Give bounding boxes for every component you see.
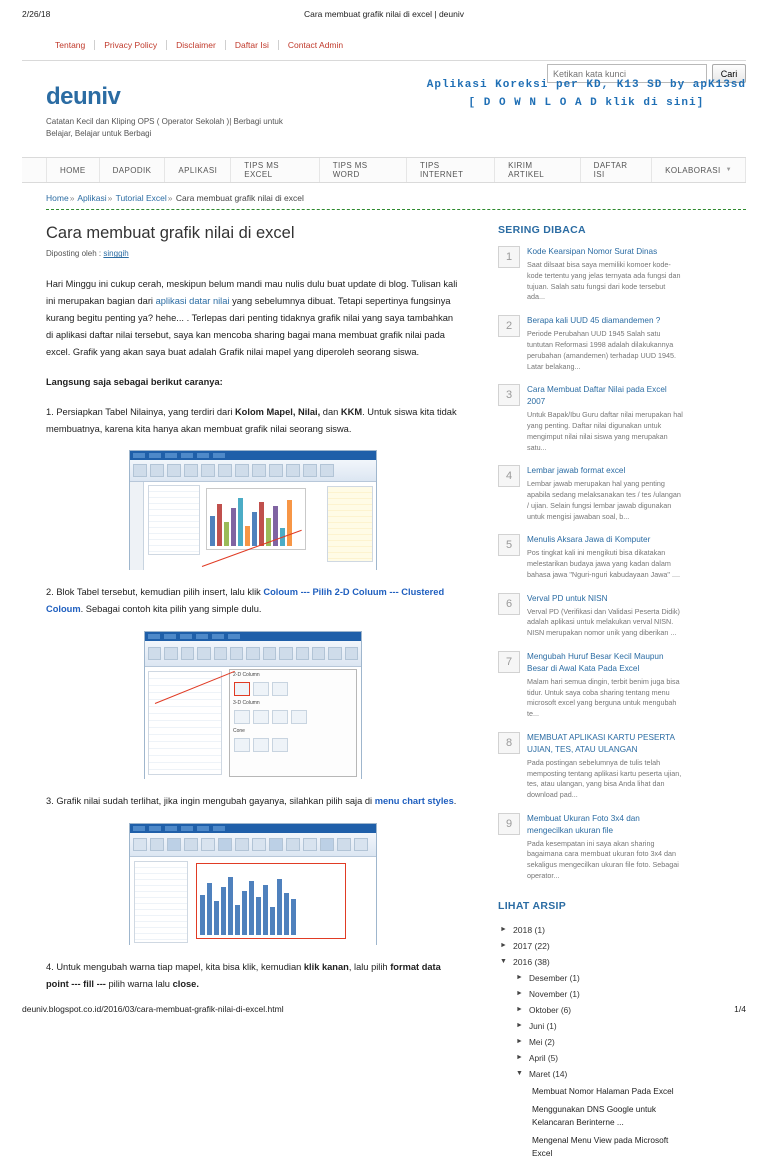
rank-badge: 3 xyxy=(498,384,520,406)
step1-bold-1: Kolom Mapel, Nilai, xyxy=(234,406,321,417)
list-item[interactable] xyxy=(498,732,684,801)
excel-data-table-2 xyxy=(148,671,222,775)
archive-label: Menggunakan DNS Google untuk Kelancaran Berinterne ... xyxy=(532,1104,657,1127)
archive-label: Membuat Nomor Halaman Pada Excel xyxy=(532,1085,674,1096)
popular-post-title[interactable]: Verval PD untuk NISN xyxy=(527,593,608,603)
excel-worksheet-2 xyxy=(145,667,361,779)
paragraph-intro xyxy=(46,276,460,361)
rank-badge: 1 xyxy=(498,246,520,268)
step4-text-d: pilih warna lalu xyxy=(105,979,173,990)
archive-label: Mengenal Menu View pada Microsoft Excel xyxy=(532,1135,669,1158)
archive-post-link[interactable] xyxy=(498,1131,684,1162)
nav-item-home[interactable] xyxy=(46,158,100,182)
excel-worksheet xyxy=(130,482,376,570)
toplink-daftar-isi[interactable]: Daftar Isi xyxy=(226,40,279,50)
excel-ribbon xyxy=(130,460,376,482)
nav-label: TIPS MS EXCEL xyxy=(244,161,280,180)
archive-post-link[interactable] xyxy=(498,1100,684,1131)
nav-item-tips-internet[interactable] xyxy=(407,158,495,182)
step-3 xyxy=(46,793,460,810)
breadcrumb-aplikasi[interactable]: Aplikasi xyxy=(77,193,107,204)
chevron-right-icon[interactable]: ► xyxy=(516,1054,523,1062)
popular-post-title[interactable]: Menulis Aksara Jawa di Komputer xyxy=(527,535,651,545)
step4-text-c: , lalu pilih xyxy=(348,962,391,973)
top-links xyxy=(22,28,746,61)
intro-text-b: yang sebelumnya dibuat. Tetapi sepertinya fungsinya kurang begitu penting ya? hehe... . Terlepas dari penting tidaknya grafik nilai yang saya tambahkan di aplikasi daftar nilai tersebut, saya kan mencoba sharing bagai mana membuat grafik nilai pada excel. Grafik yang akan saya buat adalah Grafik nilai mapel yang diperoleh seorang siswa. xyxy=(46,296,454,357)
promo-banner-line1: Aplikasi Koreksi per KD, K13 SD by apK13sd xyxy=(426,79,746,91)
nav-label: APLIKASI xyxy=(178,165,218,175)
rank-badge: 2 xyxy=(498,315,520,337)
list-item[interactable] xyxy=(498,315,684,372)
step2-text-b: . Sebagai contoh kita pilih yang simple dulu. xyxy=(80,604,262,615)
list-item[interactable] xyxy=(498,651,684,720)
toplink-disclaimer[interactable]: Disclaimer xyxy=(167,40,226,50)
print-url: deuniv.blogspot.co.id/2016/03/cara-membuat-grafik-nilai-di-excel.html xyxy=(22,1004,284,1014)
chevron-down-icon[interactable]: ▼ xyxy=(516,1070,523,1078)
dropdown-section-2d: 2-D Column xyxy=(233,672,260,679)
nav-item-kirim-artikel[interactable] xyxy=(495,158,580,182)
popular-post-title[interactable]: Lembar jawab format excel xyxy=(527,466,626,476)
breadcrumb-home[interactable]: Home xyxy=(46,193,69,204)
archive-label: Maret (14) xyxy=(529,1068,568,1079)
sidebar-heading-archive: LIHAT ARSIP xyxy=(498,899,567,912)
nav-label: TIPS INTERNET xyxy=(420,161,464,180)
nav-label: HOME xyxy=(60,165,86,175)
rank-badge: 7 xyxy=(498,651,520,673)
archive-label: November (1) xyxy=(529,988,580,999)
nav-item-tips-ms-word[interactable] xyxy=(320,158,407,182)
chevron-right-icon[interactable]: ► xyxy=(516,1038,523,1046)
popular-post-title[interactable]: Cara Membuat Daftar Nilai pada Excel 2007 xyxy=(527,385,667,407)
list-item[interactable] xyxy=(498,813,684,882)
archive-label: April (5) xyxy=(529,1052,559,1063)
excel-row-headers xyxy=(130,482,144,570)
chevron-right-icon[interactable]: ► xyxy=(516,990,523,998)
excel-worksheet-3 xyxy=(130,857,376,947)
archive-label: Juni (1) xyxy=(529,1020,557,1031)
step4-bold-1: klik kanan xyxy=(303,962,349,973)
print-footer xyxy=(0,994,768,1024)
dropdown-section-3d: 3-D Column xyxy=(233,700,260,707)
step1-bold-2: KKM xyxy=(340,406,363,417)
step1-text-a: 1. Persiapkan Tabel Nilainya, yang terdiri dari xyxy=(46,406,235,417)
print-page-number: 1/4 xyxy=(734,1004,746,1014)
column-chart-dropdown[interactable] xyxy=(229,669,357,777)
toplink-tentang[interactable]: Tentang xyxy=(46,40,95,50)
list-item[interactable] xyxy=(498,593,684,639)
styled-bar-chart xyxy=(197,864,345,938)
nav-item-kolaborasi[interactable] xyxy=(652,158,746,182)
option-stacked-column[interactable] xyxy=(253,682,269,696)
nav-label: TIPS MS WORD xyxy=(332,161,368,180)
popular-post-snippet: Pos tingkat kali ini mengikuti bisa dikatakan melestarikan budaya jawa yang kadan dalam bahasa jawa "Nguri-nguri kabudayaan Jawa" .... xyxy=(527,548,680,579)
main-navigation xyxy=(22,157,746,183)
post-meta-prefix: Diposting oleh : xyxy=(46,249,102,259)
archive-label: 2016 (38) xyxy=(513,956,550,967)
archive-widget xyxy=(498,900,684,1162)
site-tagline: Catatan Kecil dan Kliping OPS ( Operator Sekolah )| Berbagi untuk Belajar, Belajar untuk Berbagi xyxy=(46,117,283,138)
archive-label: Oktober (6) xyxy=(529,1004,571,1015)
excel-data-table xyxy=(148,485,200,555)
chevron-down-icon: ▼ xyxy=(725,167,732,174)
popular-post-snippet: Pada postingan sebelumnya de tulis telah memposting tentang aplikasi kartu peserta ujian, tes, atau ulangan, yang bisa Anda lihat dan download pad... xyxy=(527,757,682,800)
dropdown-3d-options xyxy=(230,708,356,726)
step2-highlight: Coloum --- Pilih 2-D Coluum --- Clustered Coloum xyxy=(46,587,445,615)
popular-post-title[interactable]: Kode Kearsipan Nomor Surat Dinas xyxy=(527,247,658,257)
excel-ribbon-3 xyxy=(130,833,376,857)
promo-banner[interactable] xyxy=(427,77,746,112)
rank-badge: 8 xyxy=(498,732,520,754)
archive-year-2016[interactable] xyxy=(498,954,684,970)
popular-post-snippet: Lembar jawab merupakan hal yang penting apabila sedang melaksanakan tes / tes /ulangan / ujian. Selain fungsi lembar jawab digunakan untuk mengisi jawaban soal, b... xyxy=(527,479,681,521)
toplink-privacy[interactable]: Privacy Policy xyxy=(95,40,167,50)
heading-langkah: Langsung saja sebagai berikut caranya: xyxy=(46,376,223,387)
dropdown-section-cone: Cone xyxy=(233,728,245,735)
popular-post-snippet: Verval PD (Verifikasi dan Validasi Peserta Didik) adalah aplikasi untuk melakukan verval NISN. NISN merupakan nomor unik yang diberikan ... xyxy=(527,606,680,638)
popular-post-snippet: Periode Perubahan UUD 1945 Salah satu tuntutan Reformasi 1998 adalah dilakukannya perubahan (amandemen) terhadap UUD 1945. Latar belakang... xyxy=(527,329,677,371)
step-1 xyxy=(46,404,460,438)
rank-badge: 5 xyxy=(498,534,520,556)
breadcrumb-sep: » xyxy=(69,193,75,204)
nav-label: KIRIM ARTIKEL xyxy=(508,161,545,180)
excel-cells xyxy=(144,482,376,570)
popular-post-snippet: Pada kesempatan ini saya akan sharing bagaimana cara membuat ukuran foto 3x4 dan sekaligus mengecilkan ukuran file foto. Sebagai operator... xyxy=(527,838,679,881)
chevron-right-icon[interactable]: ► xyxy=(516,1022,523,1030)
step1-text-c: dan xyxy=(320,406,341,417)
step4-text-a: 4. Untuk mengubah warna tiap mapel, kita bisa klik, kemudian xyxy=(46,962,304,973)
page-title: Cara membuat grafik nilai di excel xyxy=(46,224,295,243)
step3-text-a: 3. Grafik nilai sudah terlihat, jika ingin mengubah gayanya, silahkan pilih saja di xyxy=(46,796,375,807)
archive-month-desember[interactable] xyxy=(498,970,684,986)
annotation-box xyxy=(196,863,346,939)
chevron-right-icon[interactable]: ► xyxy=(516,1006,523,1014)
step-2 xyxy=(46,584,460,618)
site-branding xyxy=(22,61,746,145)
archive-label: 2018 (1) xyxy=(513,924,546,935)
intro-text-a: Hari Minggu ini cukup cerah, meskipun belum mandi mau nulis dulu buat update di blog. Tulisan kali ini merupakan bagian dari xyxy=(46,279,458,307)
chevron-right-icon[interactable]: ► xyxy=(500,942,507,950)
excel-ribbon-2 xyxy=(145,641,361,667)
figure-2 xyxy=(46,631,460,779)
nav-label: DAPODIK xyxy=(112,165,152,175)
archive-label: Mei (2) xyxy=(529,1036,555,1047)
archive-label: Desember (1) xyxy=(529,972,580,983)
popular-post-title[interactable]: Mengubah Huruf Besar Kecil Maupun Besar di Awal Kata Pada Excel xyxy=(527,651,664,673)
promo-banner-line2: [ D O W N L O A D klik di sini] xyxy=(468,96,705,109)
site-logo[interactable]: deuniv xyxy=(46,83,121,110)
step4-bold-3: close. xyxy=(172,979,199,990)
list-item[interactable] xyxy=(498,384,684,453)
screenshot-tabel-dan-grafik-excel[interactable] xyxy=(129,450,377,570)
step3-text-b: . xyxy=(453,796,457,807)
popular-post-title[interactable]: Berapa kali UUD 45 diamandemen ? xyxy=(527,316,661,326)
step-4 xyxy=(46,959,460,993)
nav-item-tips-ms-excel[interactable] xyxy=(231,158,320,182)
popular-post-snippet: Untuk Bapak/Ibu Guru daftar nilai merupakan hal yang penting. Daftar nilai digunakan untuk mengimput nilai nilai siswa yang merupakan satu... xyxy=(527,410,683,452)
chevron-right-icon[interactable]: ► xyxy=(500,926,507,934)
popular-post-snippet: Saat dilsaat bisa saya memiliki komoer kode-kode tertentu yang jelas ternyata ada fungsi dan tujuan. Salah satu fungsi dari kode tersebut ada... xyxy=(527,260,681,302)
option-100-stacked-column[interactable] xyxy=(272,682,288,696)
chevron-down-icon[interactable]: ▼ xyxy=(500,958,507,966)
list-item[interactable] xyxy=(498,246,684,303)
archive-month-maret[interactable] xyxy=(498,1066,684,1082)
excel-side-table xyxy=(327,486,373,562)
dropdown-2d-options xyxy=(230,680,356,698)
nav-label: KOLABORASI xyxy=(665,165,721,175)
post-meta xyxy=(46,249,460,258)
print-date: 2/26/18 xyxy=(22,9,51,19)
archive-year-2018[interactable] xyxy=(498,922,684,938)
breadcrumb-sep: » xyxy=(167,193,173,204)
excel-data-table-3 xyxy=(134,861,188,943)
print-title: Cara membuat grafik nilai di excel | deuniv xyxy=(303,9,464,19)
print-header xyxy=(0,0,768,28)
excel-tab-strip-3 xyxy=(130,824,376,833)
breadcrumb-tutorial-excel[interactable]: Tutorial Excel xyxy=(115,193,167,204)
screenshot-chart-styles[interactable] xyxy=(129,823,377,945)
archive-month-april[interactable] xyxy=(498,1050,684,1066)
rank-badge: 6 xyxy=(498,593,520,615)
option-clustered-column[interactable] xyxy=(234,682,250,696)
popular-post-title[interactable]: Membuat Ukuran Foto 3x4 dan mengecilkan ukuran file xyxy=(527,813,640,835)
nav-item-daftar-isi[interactable] xyxy=(581,158,652,182)
list-item[interactable] xyxy=(498,534,684,580)
breadcrumb xyxy=(22,183,746,209)
excel-tab-strip-2 xyxy=(145,632,361,641)
search-button[interactable]: Cari xyxy=(712,64,746,83)
archive-post-link[interactable] xyxy=(498,1082,684,1100)
list-item[interactable] xyxy=(498,465,684,522)
figure-1 xyxy=(46,450,460,570)
popular-post-snippet: Malam hari semua dingin, terbit benim juga bisa tidur. Untuk saya coba sharing tentang menu microsoft excel yang berguna untuk mengubah te... xyxy=(527,676,680,719)
archive-month-mei[interactable] xyxy=(498,1034,684,1050)
nav-label: DAFTAR ISI xyxy=(593,161,628,180)
toplink-contact-admin[interactable]: Contact Admin xyxy=(287,40,344,50)
figure-3 xyxy=(46,823,460,945)
rank-badge: 4 xyxy=(498,465,520,487)
chevron-right-icon[interactable]: ► xyxy=(516,974,523,982)
dropdown-cone-options xyxy=(230,736,356,754)
excel-bar-chart xyxy=(206,488,306,550)
popular-post-title[interactable]: MEMBUAT APLIKASI KARTU PESERTA UJIAN, TES, ATAU ULANGAN xyxy=(527,732,675,754)
step1-text-d: . Untuk siswa kita tidak membuatnya, karena kita hanya akan membuat grafik nilai seorang siswa. xyxy=(46,406,457,434)
screenshot-insert-column-chart[interactable] xyxy=(144,631,362,779)
archive-year-2017[interactable] xyxy=(498,938,684,954)
step2-text-a: 2. Blok Tabel tersebut, kemudian pilih insert, lalu klik xyxy=(46,587,264,598)
step4-bold-2: format data point --- fill --- xyxy=(46,962,441,990)
nav-item-aplikasi[interactable] xyxy=(165,158,231,182)
nav-item-dapodik[interactable] xyxy=(100,158,166,182)
sidebar-heading-popular: SERING DIBACA xyxy=(498,224,586,237)
step3-highlight: menu chart styles xyxy=(374,796,454,807)
breadcrumb-sep: » xyxy=(107,193,113,204)
inline-link-aplikasi-datar-nilai[interactable]: aplikasi datar nilai xyxy=(155,296,230,307)
excel-tab-strip xyxy=(130,451,376,460)
archive-label: 2017 (22) xyxy=(513,940,550,951)
breadcrumb-current: Cara membuat grafik nilai di excel xyxy=(175,193,304,204)
post-author-link[interactable]: singgih xyxy=(103,249,129,259)
rank-badge: 9 xyxy=(498,813,520,835)
